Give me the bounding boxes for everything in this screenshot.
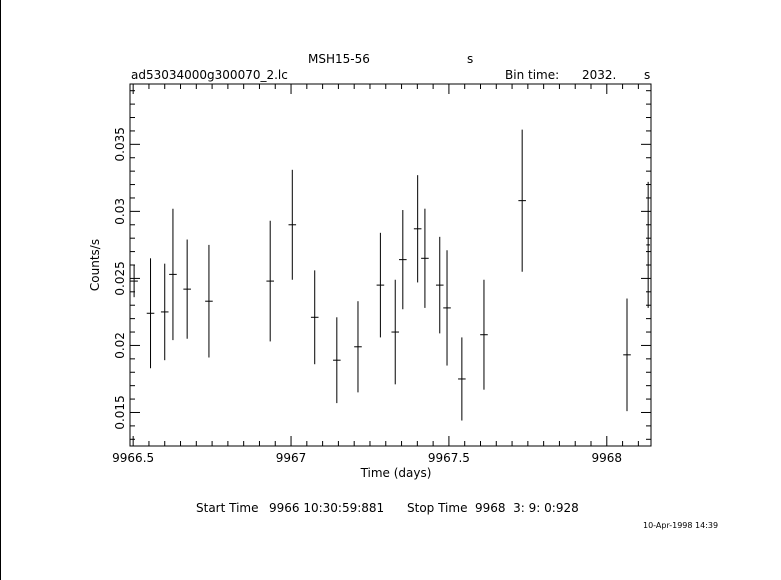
data-point (266, 221, 274, 342)
chart-filename: ad53034000g300070_2.lc (131, 68, 288, 82)
data-point (421, 209, 429, 308)
y-tick-label: 0.03 (113, 198, 127, 225)
y-axis-label: Counts/s (88, 238, 102, 292)
x-axis-label: Time (days) (360, 466, 432, 480)
plot-timestamp: 10-Apr-1998 14:39 (643, 521, 719, 530)
data-point (205, 245, 213, 358)
bin-time-label: Bin time: (505, 68, 560, 82)
axis-ticks (130, 84, 651, 446)
data-point (399, 210, 407, 309)
axis-tick-labels (112, 127, 622, 465)
stop-time-value: 9968 3: 9: 0:928 (475, 501, 579, 515)
x-tick-label: 9966.5 (112, 451, 155, 465)
y-tick-label: 0.02 (113, 332, 127, 359)
data-point (377, 233, 385, 338)
stop-time-label: Stop Time (407, 501, 468, 515)
y-tick-label: 0.015 (113, 395, 127, 430)
data-point (436, 237, 444, 334)
y-tick-label: 0.035 (113, 127, 127, 162)
start-time-value: 9966 10:30:59:881 (269, 501, 385, 515)
data-point (414, 175, 422, 282)
data-points (130, 130, 650, 421)
data-point (518, 130, 526, 272)
data-point (333, 317, 341, 403)
data-point (161, 264, 169, 361)
data-point (480, 280, 488, 390)
data-point (183, 240, 191, 339)
data-point (458, 337, 466, 420)
y-tick-label: 0.025 (113, 261, 127, 296)
data-point (391, 280, 399, 385)
x-tick-label: 9967 (275, 451, 307, 465)
data-point (311, 270, 319, 364)
data-point (443, 250, 451, 365)
x-tick-label: 9968 (591, 451, 623, 465)
chart-object-name: MSH15-56 (308, 52, 370, 66)
chart-object-unit: s (467, 52, 474, 66)
data-point (289, 170, 297, 280)
plot-frame (130, 84, 651, 446)
data-point (354, 301, 362, 392)
data-point (130, 265, 138, 297)
start-time-label: Start Time (196, 501, 259, 515)
data-point (147, 258, 155, 368)
data-point (646, 182, 650, 308)
x-tick-label: 9967.5 (427, 451, 470, 465)
data-point (623, 299, 631, 412)
bin-time-value: 2032. (582, 68, 617, 82)
data-point (169, 209, 177, 340)
bin-time-unit: s (644, 68, 651, 82)
